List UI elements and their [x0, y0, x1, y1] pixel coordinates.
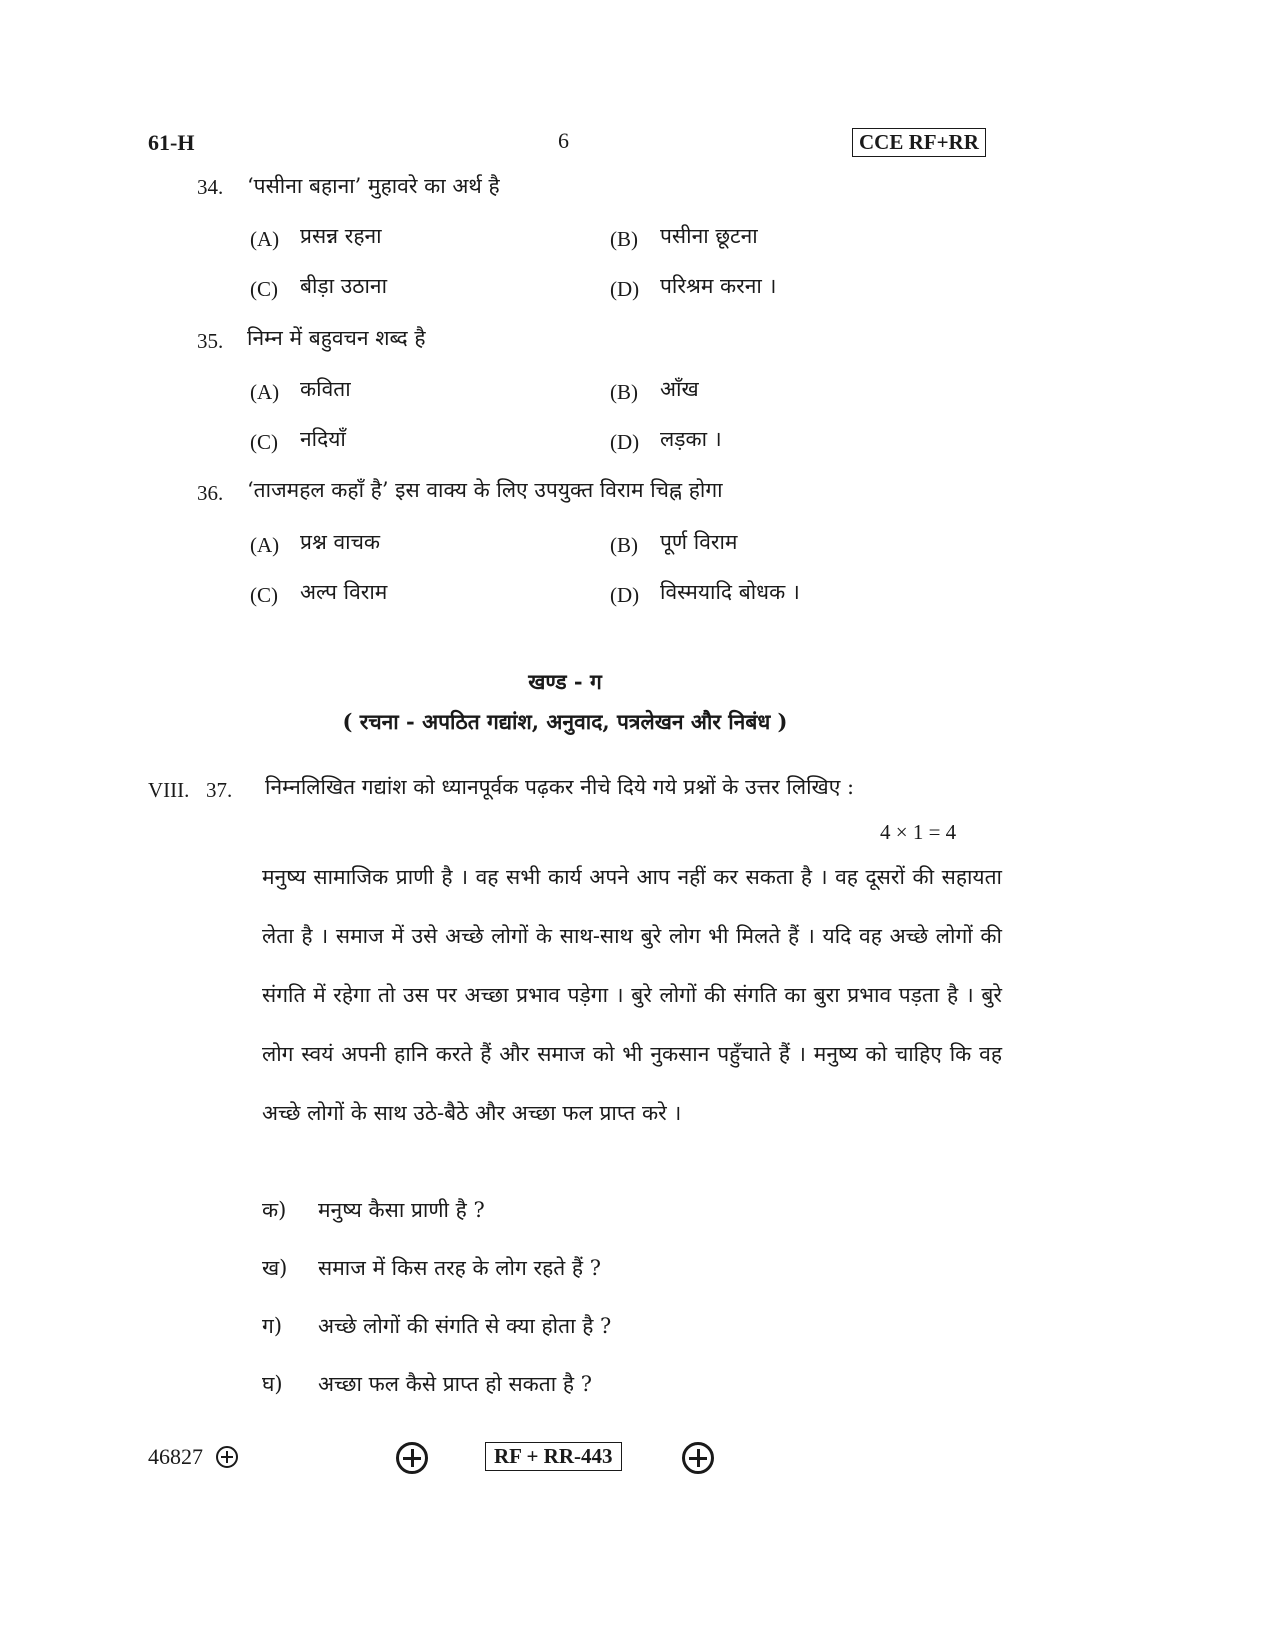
option-label: (B): [610, 227, 638, 251]
registration-mark-icon: [216, 1446, 238, 1468]
question-text: ‘ताजमहल कहाँ है’ इस वाक्य के लिए उपयुक्त विराम चिह्न होगा: [247, 478, 723, 502]
option-label: (B): [610, 380, 638, 404]
question-text: ‘पसीना बहाना’ मुहावरे का अर्थ है: [247, 174, 500, 198]
footer-code: 46827: [148, 1444, 203, 1469]
series-box: CCE RF+RR: [852, 128, 986, 157]
option-text: नदियाँ: [300, 427, 346, 451]
option-text: प्रसन्न रहना: [300, 224, 382, 248]
marks-allotment: 4 × 1 = 4: [880, 820, 957, 844]
option-label: (C): [250, 430, 278, 454]
question-number: 35.: [197, 329, 224, 353]
sub-question-label: क): [262, 1198, 287, 1222]
question-number: 37.: [206, 778, 233, 802]
sub-question-label: ग): [262, 1314, 283, 1338]
section-roman-number: VIII.: [148, 778, 190, 802]
question-number: 34.: [197, 175, 224, 199]
option-text: पसीना छूटना: [660, 224, 758, 248]
option-text: लड़का ।: [660, 427, 722, 451]
section-title: खण्ड - ग: [528, 669, 602, 694]
page-number: 6: [558, 128, 569, 153]
option-label: (C): [250, 277, 278, 301]
question-text: निम्न में बहुवचन शब्द है: [247, 326, 426, 350]
sub-question-label: घ): [262, 1372, 283, 1396]
option-label: (D): [610, 430, 640, 454]
question-number: 36.: [197, 481, 224, 505]
registration-mark-icon: [396, 1442, 428, 1474]
option-label: (C): [250, 583, 278, 607]
option-label: (A): [250, 380, 280, 404]
option-text: अल्प विराम: [300, 580, 388, 604]
option-text: प्रश्न वाचक: [300, 530, 381, 554]
passage: मनुष्य सामाजिक प्राणी है । वह सभी कार्य अपने आप नहीं कर सकता है । वह दूसरों की सहायता लेता है । समाज में उसे अच्छे लोगों के साथ-साथ बुरे लोग भी मिलते हैं । यदि वह अच्छे लोगों की संगति में रहेगा तो उस पर अच्छा प्रभाव पड़ेगा । बुरे लोगों की संगति का बुरा प्रभाव पड़ता है । बुरे लोग स्वयं अपनी हानि करते हैं और समाज को भी नुकसान पहुँचाते हैं । मनुष्य को चाहिए कि वह अच्छे लोगों के साथ उठे-बैठे और अच्छा फल प्राप्त करे ।: [262, 865, 1002, 1125]
option-label: (B): [610, 533, 638, 557]
option-text: आँख: [660, 377, 699, 401]
sub-question-text: मनुष्य कैसा प्राणी है ?: [318, 1198, 485, 1222]
paper-code: 61-H: [148, 130, 195, 155]
option-text: पूर्ण विराम: [660, 530, 738, 554]
sub-question-text: समाज में किस तरह के लोग रहते हैं ?: [318, 1256, 601, 1280]
registration-mark-icon: [682, 1442, 714, 1474]
footer-series-box: RF + RR-443: [485, 1442, 622, 1471]
section-subtitle: ( रचना - अपठित गद्यांश, अनुवाद, पत्रलेखन और निबंध ): [342, 709, 788, 734]
question-instruction: निम्नलिखित गद्यांश को ध्यानपूर्वक पढ़कर नीचे दिये गये प्रश्नों के उत्तर लिखिए :: [265, 775, 855, 799]
option-text: परिश्रम करना ।: [660, 274, 777, 298]
option-text: कविता: [300, 377, 351, 401]
option-text: विस्मयादि बोधक ।: [660, 580, 800, 604]
sub-question-text: अच्छा फल कैसे प्राप्त हो सकता है ?: [318, 1372, 592, 1396]
option-label: (A): [250, 227, 280, 251]
sub-question-text: अच्छे लोगों की संगति से क्या होता है ?: [318, 1314, 612, 1338]
option-label: (D): [610, 583, 640, 607]
option-text: बीड़ा उठाना: [300, 274, 388, 298]
option-label: (A): [250, 533, 280, 557]
sub-question-label: ख): [262, 1256, 288, 1280]
option-label: (D): [610, 277, 640, 301]
